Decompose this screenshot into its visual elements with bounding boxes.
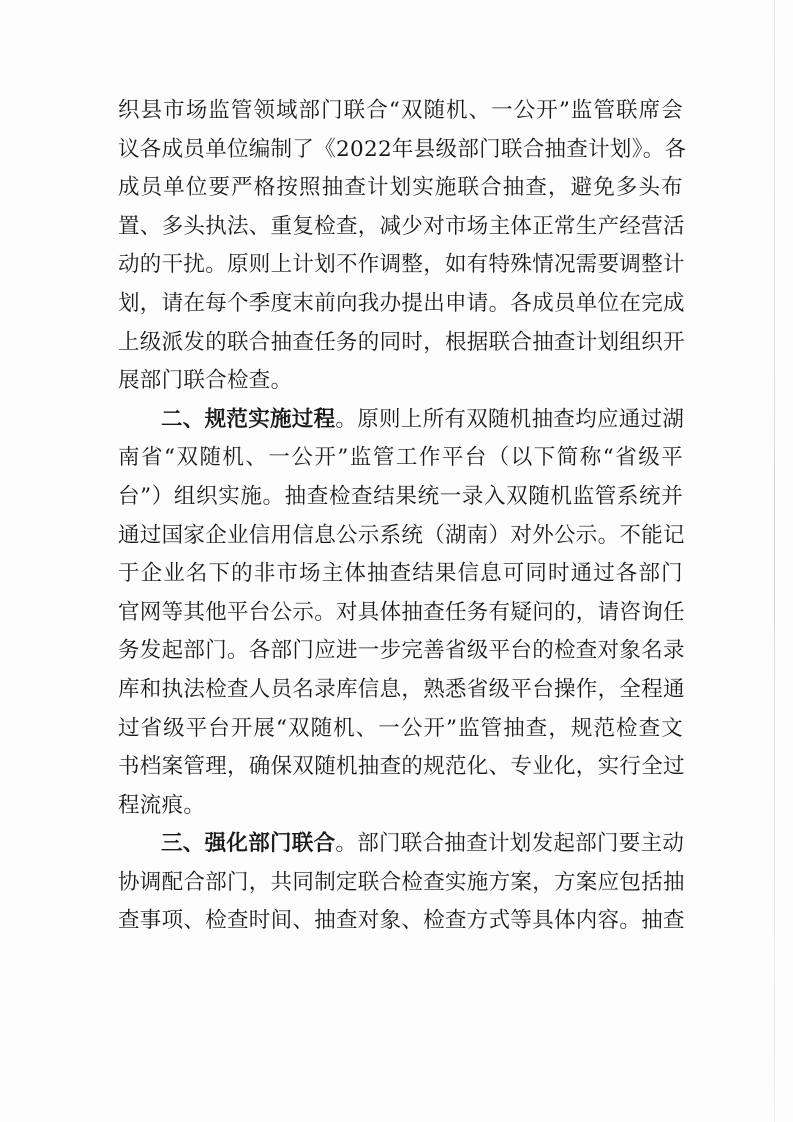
paragraph-plan xyxy=(118,92,687,401)
text-line: 查事项、检查时间、抽查对象、检查方式等具体内容。抽查 xyxy=(118,908,685,934)
text-line: 。部门联合抽查计划发起部门要主动 xyxy=(335,831,685,857)
text-line-with-heading xyxy=(118,401,683,440)
text-line: 台”）组织实施。抽查检查结果统一录入双随机监管系统并 xyxy=(118,483,683,509)
section-heading-process: 二、规范实施过程 xyxy=(161,406,336,432)
text-line: 。原则上所有双随机抽查均应通过湖 xyxy=(335,406,685,432)
text-line: 议各成员单位编制了《2022年县级部门联合抽查计划》。各 xyxy=(118,136,687,162)
text-line: 展部门联合检查。 xyxy=(118,368,293,394)
text-line-with-heading xyxy=(118,825,683,864)
text-line: 于企业名下的非市场主体抽查结果信息可同时通过各部门 xyxy=(118,561,683,587)
paragraph-joint xyxy=(118,825,683,941)
text-line: 通过国家企业信用信息公示系统（湖南）对外公示。不能记 xyxy=(118,522,685,548)
text-line: 协调配合部门，共同制定联合检查实施方案，方案应包括抽 xyxy=(118,869,685,895)
text-line: 南省“双随机、一公开”监管工作平台（以下简称“省级平 xyxy=(118,445,683,471)
text-line: 动的干扰。原则上计划不作调整，如有特殊情况需要调整计 xyxy=(118,252,685,278)
paragraph-process xyxy=(118,401,683,826)
text-line: 库和执法检查人员名录库信息，熟悉省级平台操作，全程通 xyxy=(118,676,685,702)
text-line: 划，请在每个季度末前向我办提出申请。各成员单位在完成 xyxy=(118,290,685,316)
text-line: 过省级平台开展“双随机、一公开”监管抽查，规范检查文 xyxy=(118,715,683,741)
text-line: 上级派发的联合抽查任务的同时，根据联合抽查计划组织开 xyxy=(118,329,685,355)
text-line: 置、多头执法、重复检查，减少对市场主体正常生产经营活 xyxy=(118,213,685,239)
text-line: 务发起部门。各部门应进一步完善省级平台的检查对象名录 xyxy=(118,638,685,664)
text-line: 成员单位要严格按照抽查计划实施联合抽查，避免多头布 xyxy=(118,175,683,201)
text-line: 程流痕。 xyxy=(118,792,206,818)
text-line: 书档案管理，确保双随机抽查的规范化、专业化，实行全过 xyxy=(118,754,685,780)
scan-edge-line xyxy=(774,0,775,1122)
text-line: 官网等其他平台公示。对具体抽查任务有疑问的，请咨询任 xyxy=(118,599,685,625)
text-line: 织县市场监管领域部门联合“双随机、一公开”监管联席会 xyxy=(118,98,683,123)
section-heading-joint: 三、强化部门联合 xyxy=(161,831,336,857)
